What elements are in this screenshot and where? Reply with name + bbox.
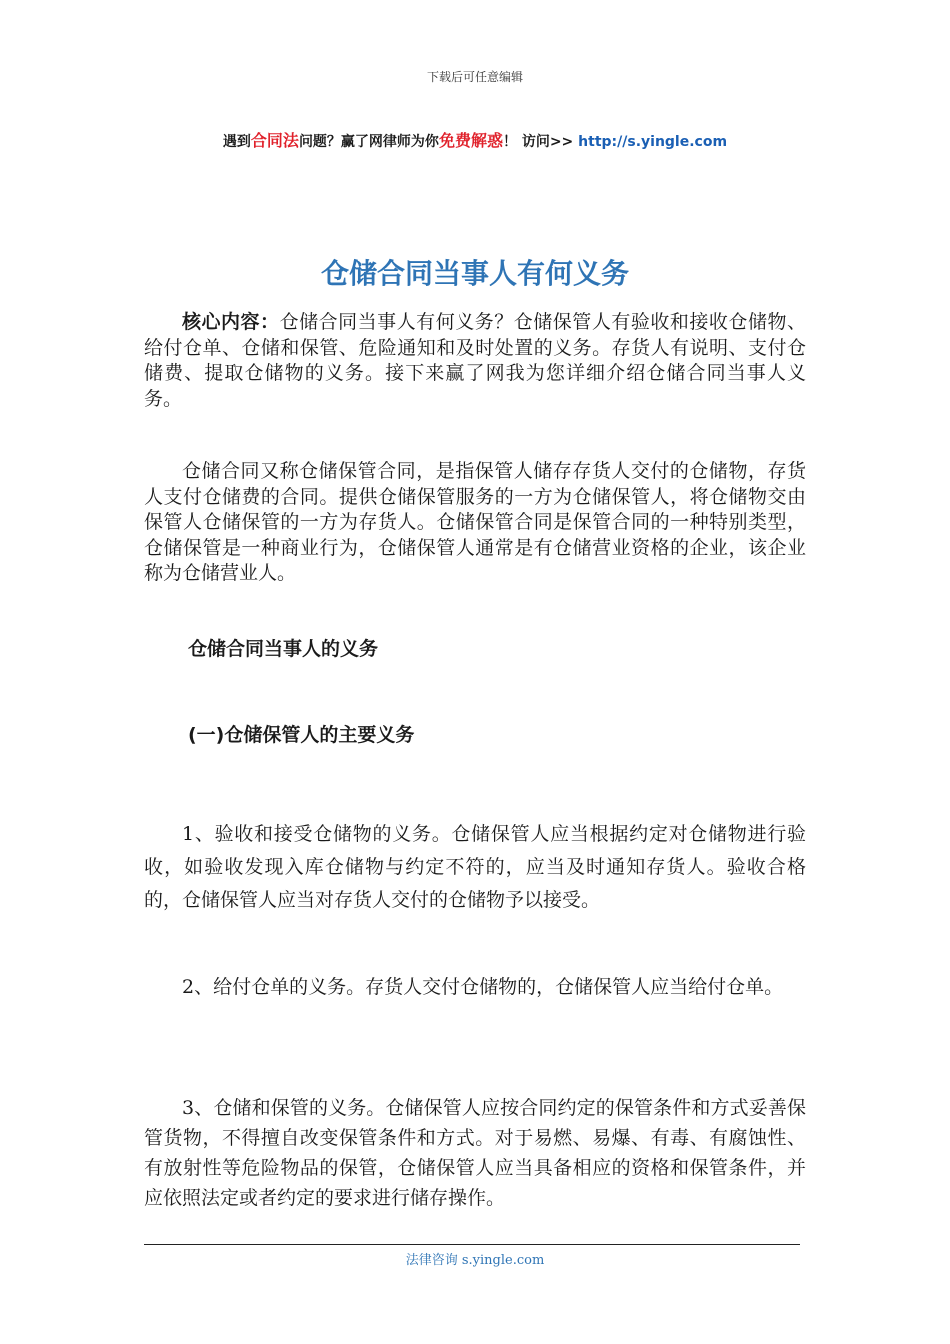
item-3-text: 3、仓储和保管的义务。仓储保管人应按合同约定的保管条件和方式妥善保管货物，不得擅自改变保管条件和方式。对于易燃、易爆、有毒、有腐蚀性、有放射性等危险物品的保管，仓储保管人应当具备相应的资格和保管条件，并应依照法定或者约定的要求进行储存操作。: [144, 1097, 806, 1209]
promo-text-3: ！ 访问>>: [502, 134, 579, 150]
item-2: [144, 966, 806, 1008]
promo-highlight-free: 免费解惑: [438, 131, 503, 150]
promo-banner: [0, 128, 950, 151]
intro-paragraph: [144, 459, 806, 587]
core-label: 核心内容：: [182, 311, 280, 333]
item-2-text: 2、给付仓单的义务。存货人交付仓储物的，仓储保管人应当给付仓单。: [182, 976, 784, 998]
promo-text-1: 遇到: [222, 134, 251, 150]
item-1: [144, 818, 806, 917]
promo-link[interactable]: http://s.yingle.com: [578, 134, 728, 150]
item-3: [144, 1093, 806, 1213]
core-text: 仓储合同当事人有何义务？仓储保管人有验收和接收仓储物、给付仓单、仓储和保管、危险通知和及时处置的义务。存货人有说明、支付仓储费、提取仓储物的义务。接下来赢了网我为您详细介绍仓储合同当事人义务。: [144, 311, 806, 410]
section-heading: 仓储合同当事人的义务: [188, 638, 379, 660]
intro-text: 仓储合同又称仓储保管合同，是指保管人储存存货人交付的仓储物，存货人支付仓储费的合同。提供仓储保管服务的一方为仓储保管人，将仓储物交由保管人仓储保管的一方为存货人。仓储保管合同是保管合同的一种特别类型，仓储保管是一种商业行为，仓储保管人通常是有仓储营业资格的企业，该企业称为仓储营业人。: [144, 460, 806, 584]
footer-divider: [144, 1244, 800, 1245]
page-title: 仓储合同当事人有何义务: [320, 257, 629, 290]
core-paragraph: [144, 310, 806, 412]
promo-text-2: 问题？赢了网律师为你: [298, 134, 439, 150]
promo-highlight-contract-law: 合同法: [250, 131, 299, 150]
footer-link[interactable]: 法律咨询 s.yingle.com: [405, 1253, 545, 1268]
subsection-heading: (一)仓储保管人的主要义务: [188, 724, 415, 746]
item-1-text: 1、验收和接受仓储物的义务。仓储保管人应当根据约定对仓储物进行验收，如验收发现入库仓储物与约定不符的，应当及时通知存货人。验收合格的，仓储保管人应当对存货人交付的仓储物予以接受。: [144, 823, 806, 911]
header-note: 下载后可任意编辑: [426, 70, 523, 84]
